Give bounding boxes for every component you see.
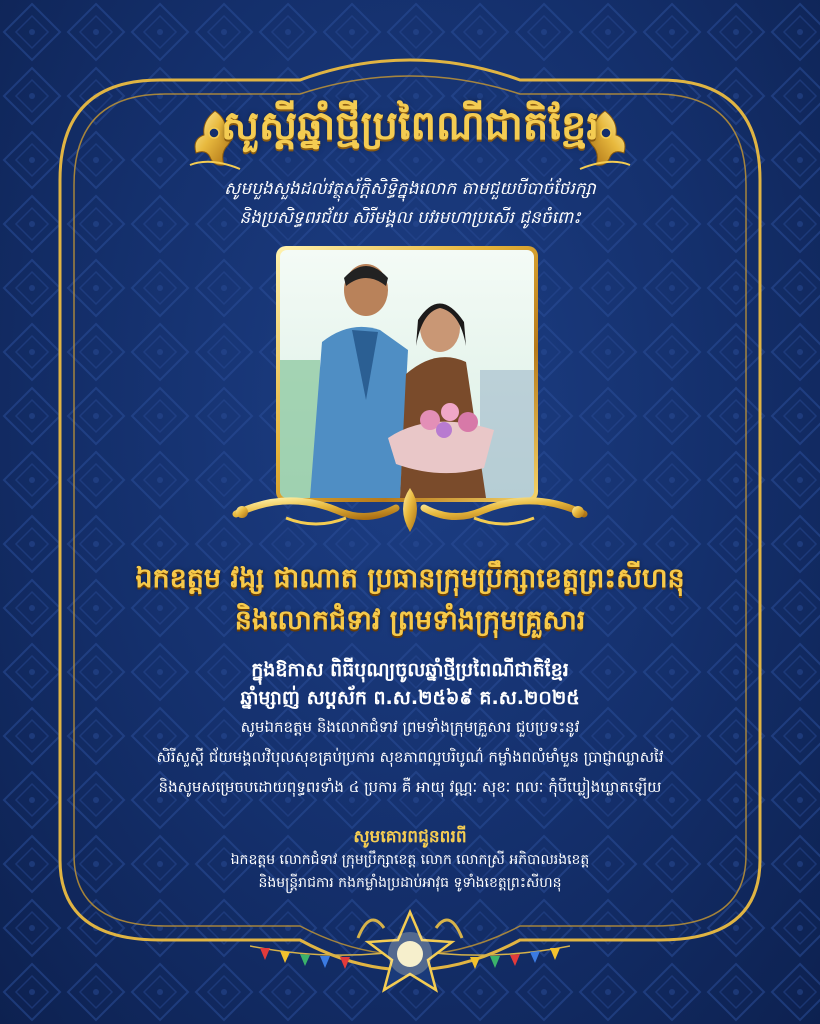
from-line-1: ឯកឧត្តម លោកជំទាវ ក្រុមប្រឹក្សាខេត្ត លោក លោកស្រី អភិបាលរងខេត្ត <box>230 852 590 868</box>
subtitle-line-1: សូមបួងសួងដល់វត្ថុស័ក្តិសិទ្ធិក្នុងលោក តាមជួយបីបាច់ថែរក្សា <box>224 179 596 199</box>
occasion-line-2: ឆ្នាំម្សាញ់ សប្តស័ក ព.ស.២៥៦៩ គ.ស.២០២៥ <box>240 687 580 709</box>
honoree-line-1: ឯកឧត្តម វង្ស ផាណាត ប្រធានក្រុមប្រឹក្សាខេត្តព្រះសីហនុ <box>135 563 685 594</box>
subtitle-line-2: និងប្រសិទ្ធពរជ័យ សិរីមង្គល បវរមហាប្រសើរ ជូនចំពោះ <box>239 208 581 228</box>
blessing-line-2: សិរីសួស្តី ជ័យមង្គលវិបុលសុខគ្រប់ប្រការ សុខភាពល្អបរិបូណ៌ កម្លាំងពលំមាំមួន ប្រាជ្ញាឈ្លាសវៃ <box>156 748 664 766</box>
gold-scroll-ornament-icon <box>226 484 594 538</box>
page-title: សួស្តីឆ្នាំថ្មីប្រពៃណីជាតិខ្មែរ <box>220 102 600 149</box>
blessing-line-3: និងសូមសម្រេចបដោយពុទ្ធពរទាំង ៤ ប្រការ គឺ អាយុ វណ្ណៈ សុខៈ ពលៈ កុំបីឃ្លៀងឃ្លាតឡើយ <box>158 778 662 796</box>
from-line-2: និងមន្ត្រីរាជការ កងកម្លាំងប្រដាប់អាវុធ ទូទាំងខេត្តព្រះសីហនុ <box>258 875 562 891</box>
honoree-line-2: និងលោកជំទាវ ព្រមទាំងក្រុមគ្រួសារ <box>234 605 586 636</box>
couple-photo <box>280 250 534 498</box>
from-label: សូមគោរពជូនពរពី <box>353 827 467 847</box>
blessing-line-1: សូមឯកឧត្តម និងលោកជំទាវ ព្រមទាំងក្រុមគ្រួសារ ជួបប្រទះនូវ <box>240 718 580 736</box>
occasion-line-1: ក្នុងឱកាស ពិធីបុណ្យចូលឆ្នាំថ្មីប្រពៃណីជាតិខ្មែរ <box>251 659 569 681</box>
star-lantern-icon <box>250 898 570 1008</box>
photo-frame <box>276 246 538 502</box>
